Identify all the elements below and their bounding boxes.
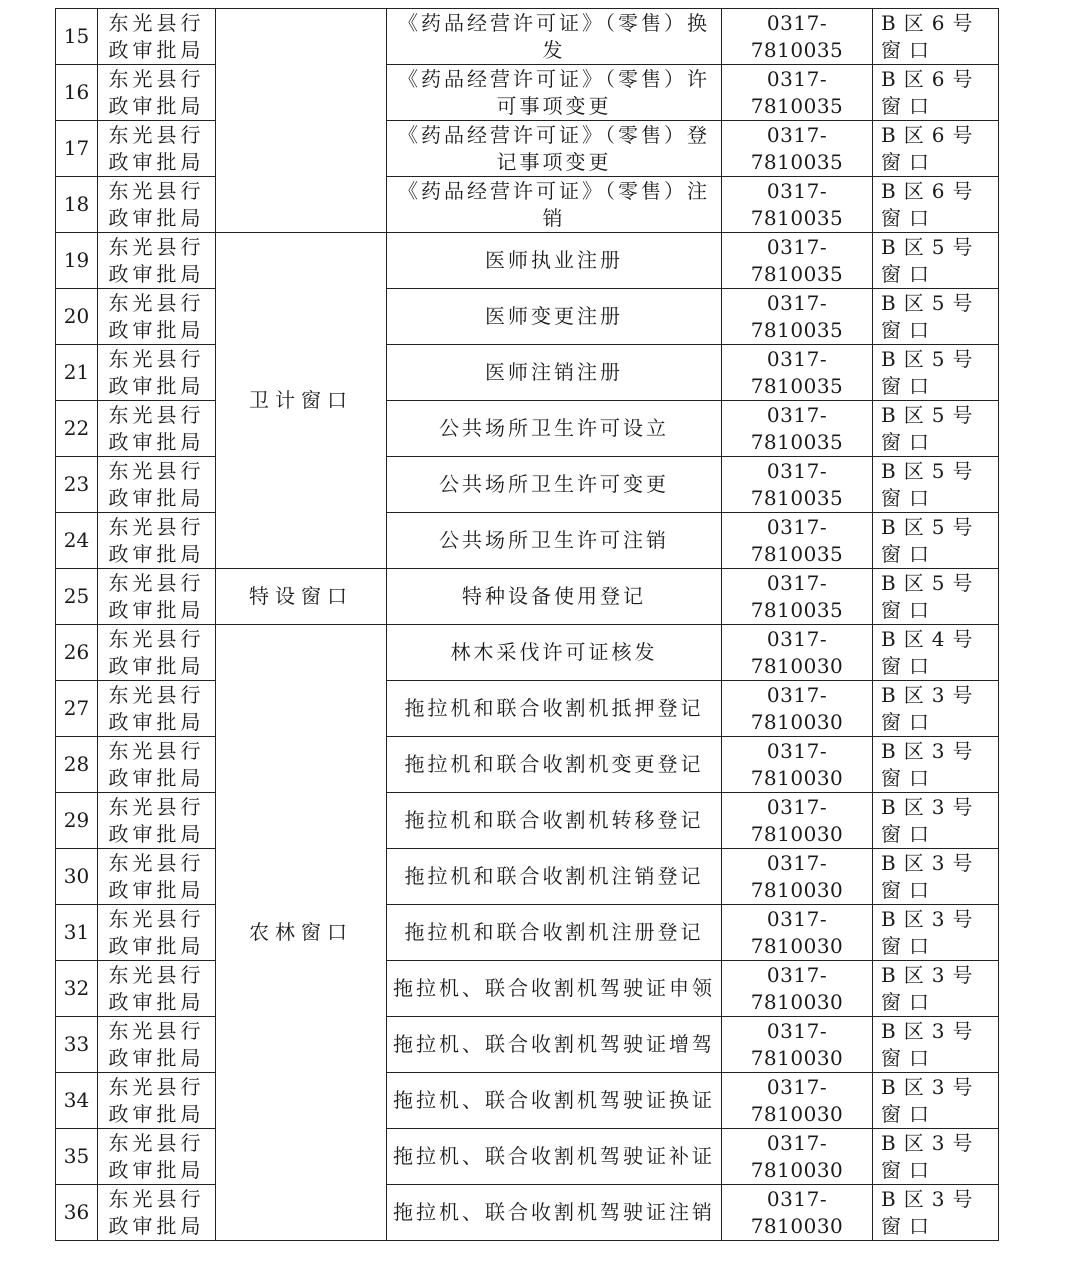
row-number: 17	[56, 121, 98, 177]
table-row	[56, 345, 999, 401]
counter-location: B区5号窗口	[873, 569, 999, 625]
counter-location: B区3号窗口	[873, 1073, 999, 1129]
row-number: 27	[56, 681, 98, 737]
department: 东光县行政审批局	[98, 289, 216, 345]
counter-location: B区3号窗口	[873, 681, 999, 737]
phone-number: 0317-7810030	[722, 1017, 873, 1073]
row-number: 23	[56, 457, 98, 513]
row-number: 20	[56, 289, 98, 345]
service-item: 《药品经营许可证》（零售）许可事项变更	[387, 65, 722, 121]
phone-number: 0317-7810035	[722, 289, 873, 345]
table-row	[56, 681, 999, 737]
counter-location: B区3号窗口	[873, 737, 999, 793]
window-name: 卫计窗口	[216, 233, 387, 569]
department: 东光县行政审批局	[98, 1185, 216, 1241]
phone-number: 0317-7810030	[722, 849, 873, 905]
row-number: 30	[56, 849, 98, 905]
counter-location: B区5号窗口	[873, 233, 999, 289]
service-item: 公共场所卫生许可变更	[387, 457, 722, 513]
counter-location: B区6号窗口	[873, 121, 999, 177]
department: 东光县行政审批局	[98, 233, 216, 289]
phone-number: 0317-7810035	[722, 401, 873, 457]
service-table	[55, 8, 999, 1241]
table-row	[56, 121, 999, 177]
table-row	[56, 1017, 999, 1073]
department: 东光县行政审批局	[98, 1073, 216, 1129]
service-item: 拖拉机、联合收割机驾驶证增驾	[387, 1017, 722, 1073]
table-row	[56, 289, 999, 345]
counter-location: B区3号窗口	[873, 1185, 999, 1241]
row-number: 16	[56, 65, 98, 121]
counter-location: B区3号窗口	[873, 905, 999, 961]
row-number: 28	[56, 737, 98, 793]
table-row	[56, 1129, 999, 1185]
table-row	[56, 905, 999, 961]
service-item: 拖拉机和联合收割机抵押登记	[387, 681, 722, 737]
table-row	[56, 65, 999, 121]
window-name: 特设窗口	[216, 569, 387, 625]
phone-number: 0317-7810035	[722, 233, 873, 289]
table-row	[56, 513, 999, 569]
phone-number: 0317-7810030	[722, 793, 873, 849]
service-item: 拖拉机、联合收割机驾驶证补证	[387, 1129, 722, 1185]
phone-number: 0317-7810035	[722, 345, 873, 401]
phone-number: 0317-7810030	[722, 905, 873, 961]
service-table-body	[56, 9, 999, 1241]
service-item: 拖拉机和联合收割机注册登记	[387, 905, 722, 961]
department: 东光县行政审批局	[98, 737, 216, 793]
row-number: 33	[56, 1017, 98, 1073]
department: 东光县行政审批局	[98, 457, 216, 513]
service-item: 《药品经营许可证》（零售）登记事项变更	[387, 121, 722, 177]
row-number: 24	[56, 513, 98, 569]
table-row	[56, 625, 999, 681]
phone-number: 0317-7810035	[722, 121, 873, 177]
row-number: 25	[56, 569, 98, 625]
service-item: 拖拉机、联合收割机驾驶证申领	[387, 961, 722, 1017]
department: 东光县行政审批局	[98, 1017, 216, 1073]
service-item: 公共场所卫生许可设立	[387, 401, 722, 457]
row-number: 32	[56, 961, 98, 1017]
counter-location: B区6号窗口	[873, 65, 999, 121]
row-number: 18	[56, 177, 98, 233]
table-row	[56, 401, 999, 457]
window-name: 农林窗口	[216, 625, 387, 1241]
service-item: 特种设备使用登记	[387, 569, 722, 625]
department: 东光县行政审批局	[98, 849, 216, 905]
department: 东光县行政审批局	[98, 65, 216, 121]
service-item: 拖拉机、联合收割机驾驶证换证	[387, 1073, 722, 1129]
row-number: 35	[56, 1129, 98, 1185]
table-row	[56, 793, 999, 849]
service-item: 拖拉机和联合收割机转移登记	[387, 793, 722, 849]
table-row	[56, 177, 999, 233]
row-number: 22	[56, 401, 98, 457]
counter-location: B区5号窗口	[873, 289, 999, 345]
phone-number: 0317-7810035	[722, 65, 873, 121]
department: 东光县行政审批局	[98, 569, 216, 625]
phone-number: 0317-7810030	[722, 737, 873, 793]
counter-location: B区4号窗口	[873, 625, 999, 681]
service-item: 《药品经营许可证》（零售）换发	[387, 9, 722, 65]
row-number: 21	[56, 345, 98, 401]
table-row	[56, 1073, 999, 1129]
table-row	[56, 457, 999, 513]
table-row	[56, 9, 999, 65]
row-number: 36	[56, 1185, 98, 1241]
counter-location: B区3号窗口	[873, 793, 999, 849]
service-item: 医师执业注册	[387, 233, 722, 289]
service-item: 林木采伐许可证核发	[387, 625, 722, 681]
department: 东光县行政审批局	[98, 121, 216, 177]
phone-number: 0317-7810030	[722, 681, 873, 737]
service-item: 拖拉机和联合收割机变更登记	[387, 737, 722, 793]
counter-location: B区6号窗口	[873, 177, 999, 233]
counter-location: B区3号窗口	[873, 961, 999, 1017]
phone-number: 0317-7810035	[722, 513, 873, 569]
table-row	[56, 849, 999, 905]
department: 东光县行政审批局	[98, 513, 216, 569]
service-item: 《药品经营许可证》（零售）注销	[387, 177, 722, 233]
row-number: 26	[56, 625, 98, 681]
phone-number: 0317-7810030	[722, 1185, 873, 1241]
counter-location: B区5号窗口	[873, 513, 999, 569]
table-row	[56, 737, 999, 793]
service-item: 拖拉机、联合收割机驾驶证注销	[387, 1185, 722, 1241]
phone-number: 0317-7810035	[722, 457, 873, 513]
department: 东光县行政审批局	[98, 1129, 216, 1185]
counter-location: B区6号窗口	[873, 9, 999, 65]
counter-location: B区3号窗口	[873, 1017, 999, 1073]
phone-number: 0317-7810030	[722, 1073, 873, 1129]
table-row	[56, 569, 999, 625]
phone-number: 0317-7810035	[722, 177, 873, 233]
counter-location: B区3号窗口	[873, 849, 999, 905]
service-item: 医师注销注册	[387, 345, 722, 401]
table-row	[56, 961, 999, 1017]
window-name-empty	[216, 9, 387, 233]
department: 东光县行政审批局	[98, 345, 216, 401]
phone-number: 0317-7810030	[722, 1129, 873, 1185]
department: 东光县行政审批局	[98, 401, 216, 457]
service-item: 公共场所卫生许可注销	[387, 513, 722, 569]
department: 东光县行政审批局	[98, 961, 216, 1017]
row-number: 29	[56, 793, 98, 849]
row-number: 31	[56, 905, 98, 961]
row-number: 34	[56, 1073, 98, 1129]
counter-location: B区3号窗口	[873, 1129, 999, 1185]
phone-number: 0317-7810030	[722, 961, 873, 1017]
phone-number: 0317-7810035	[722, 9, 873, 65]
department: 东光县行政审批局	[98, 793, 216, 849]
phone-number: 0317-7810030	[722, 625, 873, 681]
department: 东光县行政审批局	[98, 9, 216, 65]
service-item: 拖拉机和联合收割机注销登记	[387, 849, 722, 905]
department: 东光县行政审批局	[98, 905, 216, 961]
table-row	[56, 233, 999, 289]
counter-location: B区5号窗口	[873, 401, 999, 457]
counter-location: B区5号窗口	[873, 457, 999, 513]
row-number: 19	[56, 233, 98, 289]
table-row	[56, 1185, 999, 1241]
phone-number: 0317-7810035	[722, 569, 873, 625]
department: 东光县行政审批局	[98, 625, 216, 681]
department: 东光县行政审批局	[98, 177, 216, 233]
counter-location: B区5号窗口	[873, 345, 999, 401]
department: 东光县行政审批局	[98, 681, 216, 737]
service-item: 医师变更注册	[387, 289, 722, 345]
row-number: 15	[56, 9, 98, 65]
